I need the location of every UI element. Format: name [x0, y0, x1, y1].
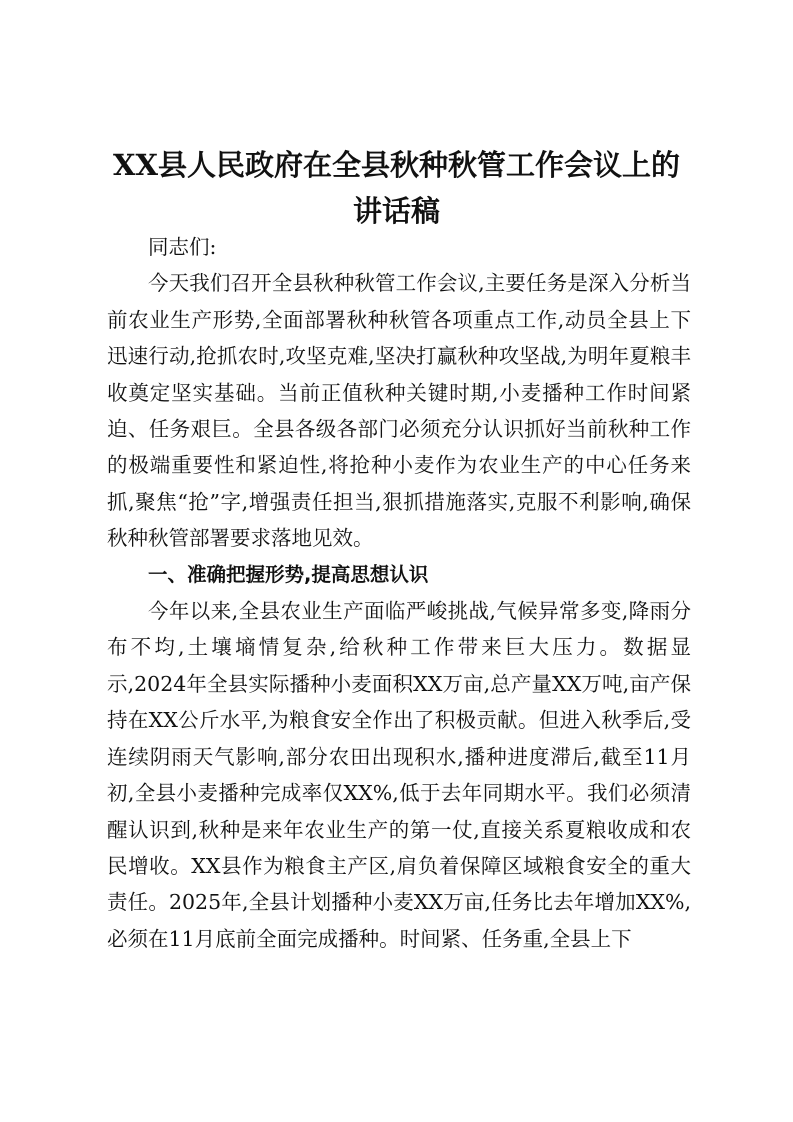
section-heading-1: 一、准确把握形势,提高思想认识 — [148, 562, 429, 586]
intro-paragraph: 今天我们召开全县秋种秋管工作会议,主要任务是深入分析当前农业生产形势,全面部署秋种秋管各项重点工作,动员全县上下迅速行动,抢抓农时,攻坚克难,坚决打赢秋种攻坚战,为明年夏粮丰收奠定坚实基础。当前正值秋种关键时期,小麦播种工作时间紧迫、任务艰巨。全县各级各部门必须充分认识抓好当前秋种工作的极端重要性和紧迫性,将抢种小麦作为农业生产的中心任务来抓,聚焦“抢”字,增强责任担当,狠抓措施落实,克服不利影响,确保秋种秋管部署要求落地见效。 — [107, 271, 691, 551]
document-body — [107, 229, 691, 957]
section-1-paragraph: 今年以来,全县农业生产面临严峻挑战,气候异常多变,降雨分布不均,土壤墒情复杂,给秋种工作带来巨大压力。数据显示,2024年全县实际播种小麦面积XX万亩,总产量XX万吨,亩产保持在XX公斤水平,为粮食安全作出了积极贡献。但进入秋季后,受连续阴雨天气影响,部分农田出现积水,播种进度滞后,截至11月初,全县小麦播种完成率仅XX%,低于去年同期水平。我们必须清醒认识到,秋种是来年农业生产的第一仗,直接关系夏粮收成和农民增收。XX县作为粮食主产区,肩负着保障区域粮食安全的重大责任。2025年,全县计划播种小麦XX万亩,任务比去年增加XX%,必须在11月底前全面完成播种。时间紧、任务重,全县上下 — [107, 599, 691, 951]
document-title-line-1: XX县人民政府在全县秋种秋管工作会议上的 — [112, 148, 680, 182]
salutation: 同志们: — [148, 235, 217, 259]
document-title-line-2: 讲话稿 — [352, 194, 440, 228]
